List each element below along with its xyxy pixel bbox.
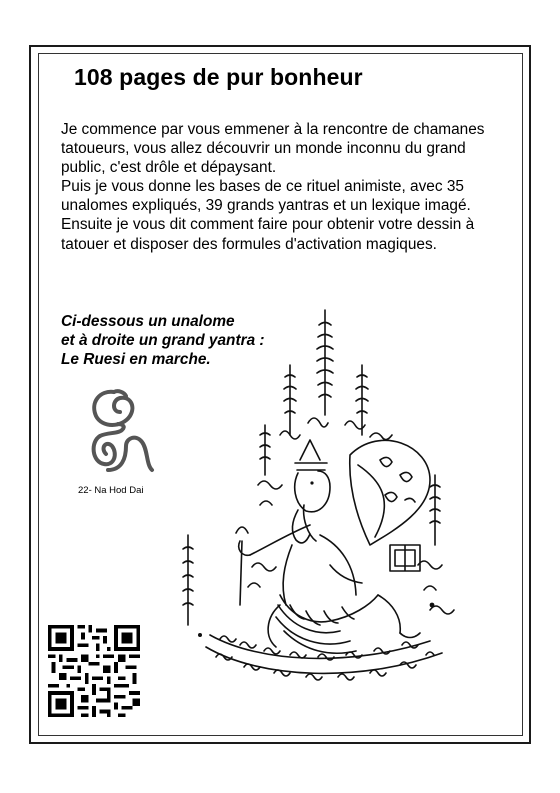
ruesi-yantra-illustration [180, 305, 480, 705]
intro-text [61, 120, 501, 254]
intro-paragraph-3: Ensuite je vous dit comment faire pour obtenir votre dessin à tatouer et disposer des formules d'activation magiques. [61, 216, 475, 253]
intro-paragraph-1: Je commence par vous emmener à la rencontre de chamanes tatoueurs, vous allez découvrir un monde inconnu du grand public, c'est drôle et dépaysant. [61, 121, 485, 177]
qr-code-icon [48, 625, 140, 717]
page-title: 108 pages de pur bonheur [74, 64, 363, 90]
intro-paragraph-2: Puis je vous donne les bases de ce rituel animiste, avec 35 unalomes expliqués, 39 grands yantras et un lexique imagé. [61, 178, 471, 215]
unalome-symbol-icon [78, 384, 162, 476]
unalome-label: 22- Na Hod Dai [78, 485, 144, 496]
caption-line-2: et à droite un grand yantra : [61, 332, 265, 349]
caption-line-1: Ci-dessous un unalome [61, 313, 235, 330]
caption-line-3: Le Ruesi en marche. [61, 351, 211, 368]
